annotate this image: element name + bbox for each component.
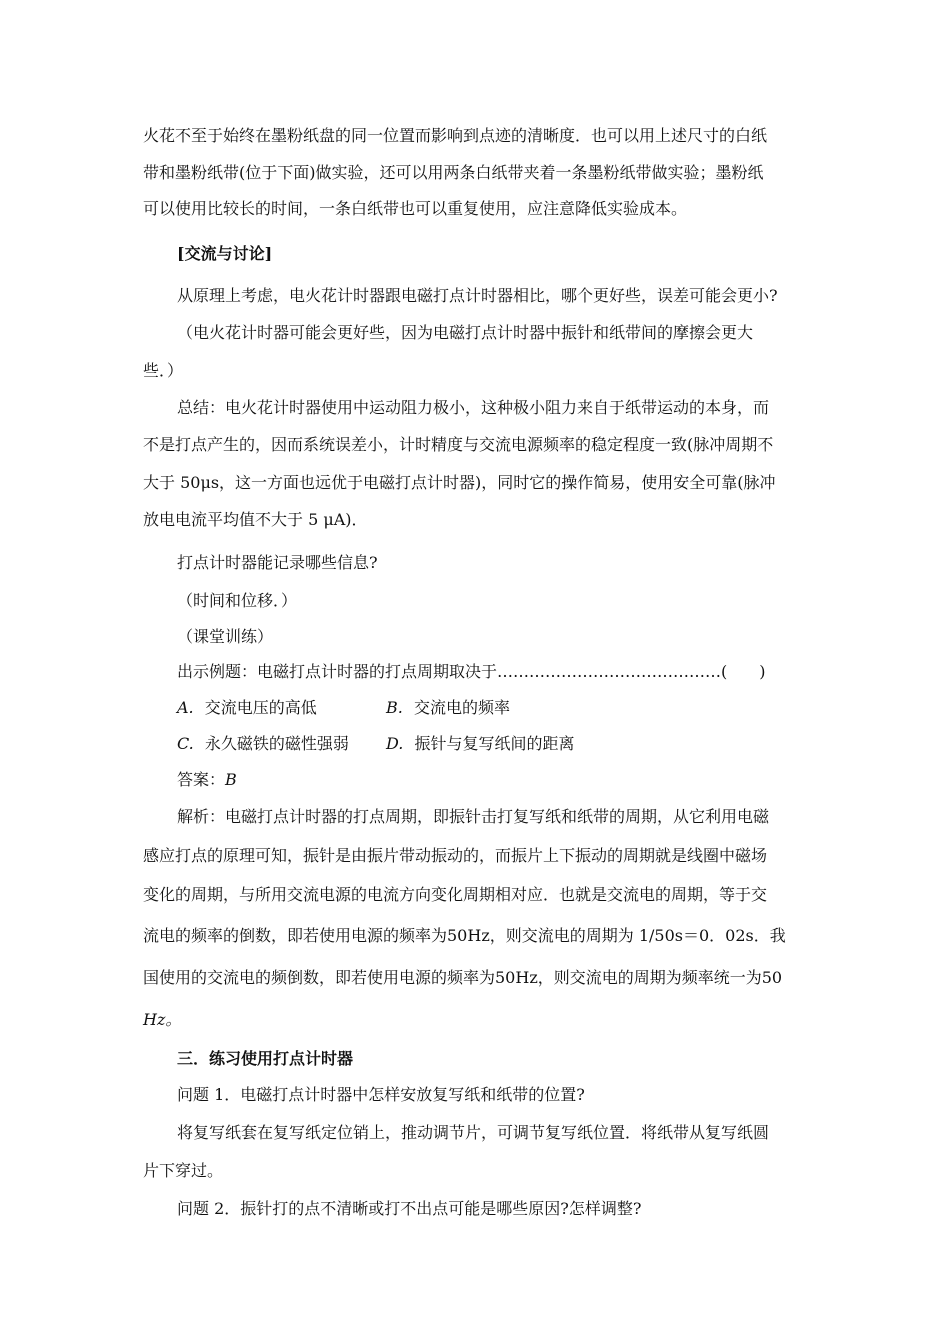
answer-label: 答案： bbox=[177, 770, 226, 789]
discussion-answer-line: 些．） bbox=[143, 361, 184, 380]
problem-1: 问题 1．电磁打点计时器中怎样安放复写纸和纸带的位置? bbox=[177, 1085, 585, 1104]
option-letter: C. bbox=[177, 734, 194, 753]
summary-line: 不是打点产生的，因而系统误差小，计时精度与交流电源频率的稳定程度一致(脉冲周期不 bbox=[143, 435, 774, 454]
option-b bbox=[386, 698, 510, 718]
summary-line: 大于 50μs，这一方面也远优于电磁打点计时器)，同时它的操作简易，使用安全可靠(脉冲 bbox=[143, 473, 776, 492]
option-text: 交流电的频率 bbox=[413, 698, 510, 717]
example-question: 出示例题：电磁打点计时器的打点周期取决于……………………………………( ) bbox=[177, 662, 766, 681]
summary-line: 总结：电火花计时器使用中运动阻力极小，这种极小阻力来自于纸带运动的本身，而 bbox=[177, 398, 770, 417]
summary-line: 放电电流平均值不大于 5 μA)． bbox=[143, 510, 368, 529]
analysis-line: Hz。 bbox=[143, 1010, 182, 1029]
question-text: 打点计时器能记录哪些信息? bbox=[177, 553, 378, 572]
option-letter: B. bbox=[386, 698, 403, 717]
paragraph-line: 带和墨粉纸带(位于下面)做实验，还可以用两条白纸带夹着一条墨粉纸带做实验；墨粉纸 bbox=[143, 163, 764, 182]
class-training-label: （课堂训练） bbox=[177, 627, 274, 646]
answer-line bbox=[177, 770, 237, 790]
answer-text: （时间和位移．） bbox=[177, 591, 298, 610]
problem-1-answer-line: 片下穿过。 bbox=[143, 1161, 224, 1180]
discussion-heading: [交流与讨论] bbox=[177, 244, 273, 263]
analysis-line: 变化的周期，与所用交流电源的电流方向变化周期相对应．也就是交流电的周期，等于交 bbox=[143, 885, 768, 904]
discussion-question: 从原理上考虑，电火花计时器跟电磁打点计时器相比，哪个更好些，误差可能会更小? bbox=[177, 286, 778, 305]
answer-value: B bbox=[225, 770, 237, 789]
analysis-line: 感应打点的原理可知，振针是由振片带动振动的，而振片上下振动的周期就是线圈中磁场 bbox=[143, 846, 768, 865]
option-d bbox=[386, 734, 574, 754]
option-letter: A. bbox=[177, 698, 194, 717]
option-text: 振针与复写纸间的距离 bbox=[414, 734, 575, 753]
analysis-line: 流电的频率的倒数，即若使用电源的频率为50Hz，则交流电的周期为 1/50s＝0．02s．我 bbox=[143, 926, 786, 945]
option-letter: D. bbox=[386, 734, 404, 753]
option-a bbox=[177, 698, 317, 718]
discussion-answer-line: （电火花计时器可能会更好些，因为电磁打点计时器中振针和纸带间的摩擦会更大 bbox=[177, 323, 754, 342]
analysis-line: 国使用的交流电的频倒数，即若使用电源的频率为50Hz，则交流电的周期为频率统一为50 bbox=[143, 968, 783, 987]
option-text: 交流电压的高低 bbox=[204, 698, 317, 717]
option-c bbox=[177, 734, 349, 754]
problem-2: 问题 2．振针打的点不清晰或打不出点可能是哪些原因?怎样调整? bbox=[177, 1199, 642, 1218]
option-text: 永久磁铁的磁性强弱 bbox=[204, 734, 349, 753]
problem-1-answer-line: 将复写纸套在复写纸定位销上，推动调节片，可调节复写纸位置．将纸带从复写纸圆 bbox=[177, 1123, 770, 1142]
paragraph-line: 火花不至于始终在墨粉纸盘的同一位置而影响到点迹的清晰度．也可以用上述尺寸的白纸 bbox=[143, 126, 768, 145]
section-heading: 三．练习使用打点计时器 bbox=[177, 1049, 354, 1068]
paragraph-line: 可以使用比较长的时间，一条白纸带也可以重复使用，应注意降低实验成本。 bbox=[143, 199, 688, 218]
analysis-line: 解析：电磁打点计时器的打点周期，即振针击打复写纸和纸带的周期，从它利用电磁 bbox=[177, 807, 770, 826]
